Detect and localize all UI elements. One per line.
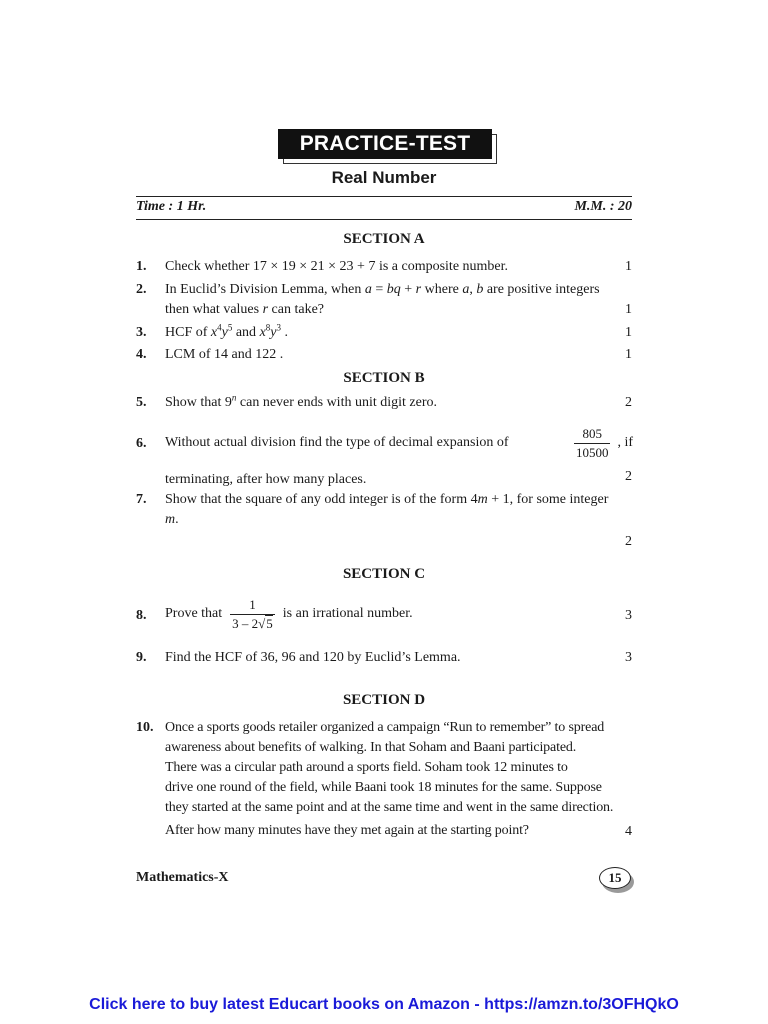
q5-text-part: Show that 9 — [165, 395, 232, 410]
q2-var: bq — [386, 282, 401, 297]
question-1-number: 1. — [136, 259, 147, 274]
q3-text-part: and — [232, 325, 260, 340]
section-a-heading: SECTION A — [343, 231, 425, 247]
q6-numerator: 805 — [582, 425, 602, 441]
q3-exponent: 5 — [227, 322, 233, 333]
q10-line: Once a sports goods retailer organized a campaign “Run to remember” to spread — [165, 720, 605, 735]
question-1-text: Check whether 17 × 19 × 21 × 23 + 7 is a composite number. — [165, 259, 509, 274]
amazon-promo-link[interactable]: Click here to buy latest Educart books on Amazon - https://amzn.to/3OFHQkO — [89, 996, 679, 1013]
q2-var: a — [462, 282, 470, 297]
question-8-marks: 3 — [625, 608, 632, 623]
q6-fraction — [574, 425, 611, 462]
q3-exponent: 4 — [217, 322, 222, 333]
q3-var: x — [210, 325, 218, 340]
q2-text-part: are positive integers — [483, 282, 600, 297]
q3-var: x — [259, 325, 266, 340]
question-5-marks: 2 — [625, 395, 632, 410]
q2-text-part: + — [400, 282, 416, 297]
q10-line: There was a circular path around a sports field. Soham took 12 minutes to — [165, 760, 568, 775]
question-3-text — [165, 323, 288, 343]
q6-denominator: 10500 — [575, 444, 609, 460]
q8-denominator — [230, 614, 275, 633]
question-4-text: LCM of 14 and 122 . — [165, 347, 284, 362]
q2-text-part: then what values — [165, 302, 263, 317]
q5-text-part: can never ends with unit digit zero. — [236, 395, 437, 410]
chapter-subtitle: Real Number — [331, 168, 437, 187]
question-6-number: 6. — [136, 436, 147, 451]
question-3-number: 3. — [136, 325, 147, 340]
q8-den-part: 3 – 2 — [232, 615, 259, 631]
q2-var: r — [415, 282, 422, 297]
q6-first-line — [165, 423, 633, 463]
q8-fraction — [230, 596, 275, 633]
question-2-number: 2. — [136, 282, 147, 297]
page-number-badge — [599, 867, 631, 889]
question-1-marks: 1 — [625, 259, 632, 274]
question-10-text — [165, 718, 633, 841]
q2-var: r — [262, 302, 269, 317]
q7-text-part: + 1, for some integer — [487, 492, 609, 507]
bottom-rule — [136, 219, 632, 220]
section-d-heading: SECTION D — [342, 692, 426, 708]
page-number: 15 — [608, 870, 622, 885]
q7-var: m — [477, 492, 488, 507]
q8-radicand: 5 — [266, 615, 273, 631]
question-7-text — [165, 490, 633, 530]
q10-line: awareness about benefits of walking. In that Soham and Baani participated. — [165, 740, 577, 755]
q3-text-part: HCF of — [165, 325, 211, 340]
time-label: Time : 1 Hr. — [136, 199, 207, 214]
q2-var: b — [476, 282, 484, 297]
q2-text-part: , — [469, 282, 477, 297]
q7-text-part: Show that the square of any odd integer is of the form 4 — [165, 492, 478, 507]
question-7-number: 7. — [136, 492, 147, 507]
q10-line: After how many minutes have they met again at the starting point? — [165, 823, 529, 838]
q7-text-part: . — [175, 512, 179, 527]
question-2-text — [165, 280, 633, 320]
question-9-text: Find the HCF of 36, 96 and 120 by Euclid’s Lemma. — [165, 650, 461, 665]
q3-exponent: 8 — [265, 322, 271, 333]
q8-line — [165, 592, 413, 636]
question-10-marks: 4 — [625, 824, 632, 839]
q2-text-part: where — [421, 282, 463, 297]
q8-tail-text: is an irrational number. — [282, 606, 413, 621]
title-banner-text: PRACTICE-TEST — [299, 132, 471, 155]
q2-text-part: can take? — [268, 302, 325, 317]
question-9-number: 9. — [136, 650, 147, 665]
q3-text-part: . — [281, 325, 288, 340]
q2-text-part: In Euclid’s Division Lemma, when — [165, 282, 365, 297]
question-2-marks: 1 — [625, 302, 632, 317]
question-9-marks: 3 — [625, 650, 632, 665]
question-8-text — [165, 592, 413, 636]
sqrt-sign-icon: √ — [258, 615, 266, 631]
title-banner — [278, 129, 492, 159]
q6-tail-text: , if — [617, 435, 633, 450]
q2-text-part: = — [371, 282, 387, 297]
question-6-text — [165, 423, 633, 490]
question-7-marks: 2 — [625, 534, 632, 549]
top-rule — [136, 196, 632, 197]
question-6-marks: 2 — [625, 469, 632, 484]
subject-label: Mathematics-X — [136, 870, 229, 885]
q8-lead-text: Prove that — [165, 606, 223, 621]
q10-line: drive one round of the field, while Baani took 18 minutes for the same. Suppose — [165, 780, 602, 795]
q10-line: they started at the same point and at the same time and went in the same direction. — [165, 800, 614, 815]
q8-numerator: 1 — [249, 596, 256, 612]
question-8-number: 8. — [136, 608, 147, 623]
max-marks-label: M.M. : 20 — [574, 199, 632, 214]
q6-lead-text: Without actual division find the type of decimal expansion of — [165, 435, 509, 450]
q6-second-line: terminating, after how many places. — [165, 472, 367, 487]
q7-var: m — [165, 512, 176, 527]
question-5-text — [165, 393, 437, 413]
q3-exponent: 3 — [276, 322, 281, 333]
question-10-number: 10. — [136, 720, 154, 735]
question-3-marks: 1 — [625, 325, 632, 340]
q3-var: y — [221, 325, 228, 340]
section-c-heading: SECTION C — [342, 566, 426, 582]
section-b-heading: SECTION B — [343, 370, 425, 386]
q5-exponent: n — [231, 392, 237, 403]
question-4-marks: 1 — [625, 347, 632, 362]
question-5-number: 5. — [136, 395, 147, 410]
q3-var: y — [270, 325, 277, 340]
q2-var: a — [364, 282, 372, 297]
question-4-number: 4. — [136, 347, 147, 362]
